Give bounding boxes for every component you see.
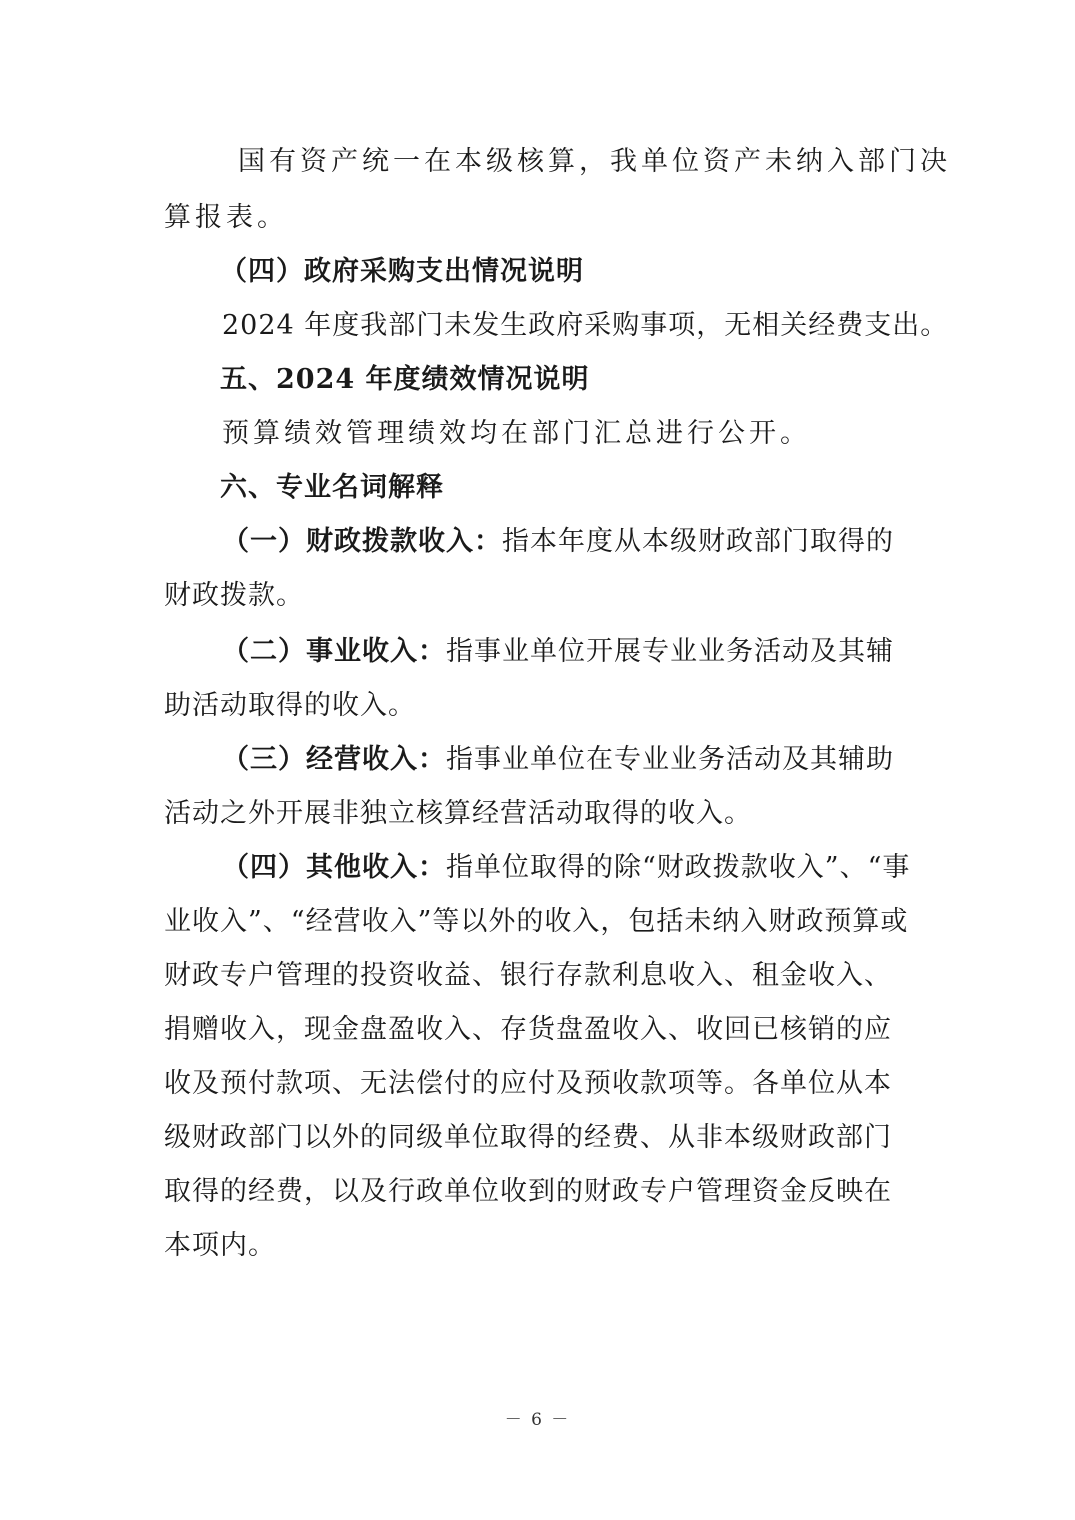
paragraph-line: 助活动取得的收入。 <box>164 690 416 721</box>
paragraph-line: 预算绩效管理绩效均在部门汇总进行公开。 <box>222 418 811 449</box>
paragraph-line: 2024 年度我部门未发生政府采购事项，无相关经费支出。 <box>222 310 949 341</box>
paragraph-line: 国有资产统一在本级核算，我单位资产未纳入部门决 <box>238 146 951 177</box>
paragraph-line: 级财政部门以外的同级单位取得的经费、从非本级财政部门 <box>164 1122 892 1153</box>
term-definition: 指本年度从本级财政部门取得的 <box>502 526 894 557</box>
term-label: （三）经营收入： <box>222 744 446 775</box>
definition-line <box>222 524 982 560</box>
paragraph-line: 本项内。 <box>164 1230 276 1261</box>
paragraph-line: 财政专户管理的投资收益、银行存款利息收入、租金收入、 <box>164 960 892 991</box>
term-label: （二）事业收入： <box>222 636 446 667</box>
definition-line <box>222 634 982 670</box>
definition-line <box>222 742 982 778</box>
paragraph-line: 财政拨款。 <box>164 580 304 611</box>
definition-line <box>222 850 982 886</box>
paragraph-line: 算报表。 <box>164 202 288 233</box>
paragraph-line: 取得的经费，以及行政单位收到的财政专户管理资金反映在 <box>164 1176 892 1207</box>
term-definition: 指事业单位开展专业业务活动及其辅 <box>446 636 894 667</box>
paragraph-line: 收及预付款项、无法偿付的应付及预收款项等。各单位从本 <box>164 1068 892 1099</box>
subsection-heading: （四）政府采购支出情况说明 <box>220 256 584 287</box>
term-label: （四）其他收入： <box>222 852 446 883</box>
term-label: （一）财政拨款收入： <box>222 526 502 557</box>
term-definition: 指事业单位在专业业务活动及其辅助 <box>446 744 894 775</box>
paragraph-line: 捐赠收入，现金盘盈收入、存货盘盈收入、收回已核销的应 <box>164 1014 892 1045</box>
paragraph-line: 业收入”、“经营收入”等以外的收入，包括未纳入财政预算或 <box>164 906 909 937</box>
paragraph-line: 活动之外开展非独立核算经营活动取得的收入。 <box>164 798 752 829</box>
term-definition: 指单位取得的除“财政拨款收入”、“事 <box>446 852 911 883</box>
page-number: － 6 － <box>504 1410 571 1430</box>
section-heading: 五、2024 年度绩效情况说明 <box>220 364 590 395</box>
section-heading: 六、专业名词解释 <box>220 472 444 503</box>
